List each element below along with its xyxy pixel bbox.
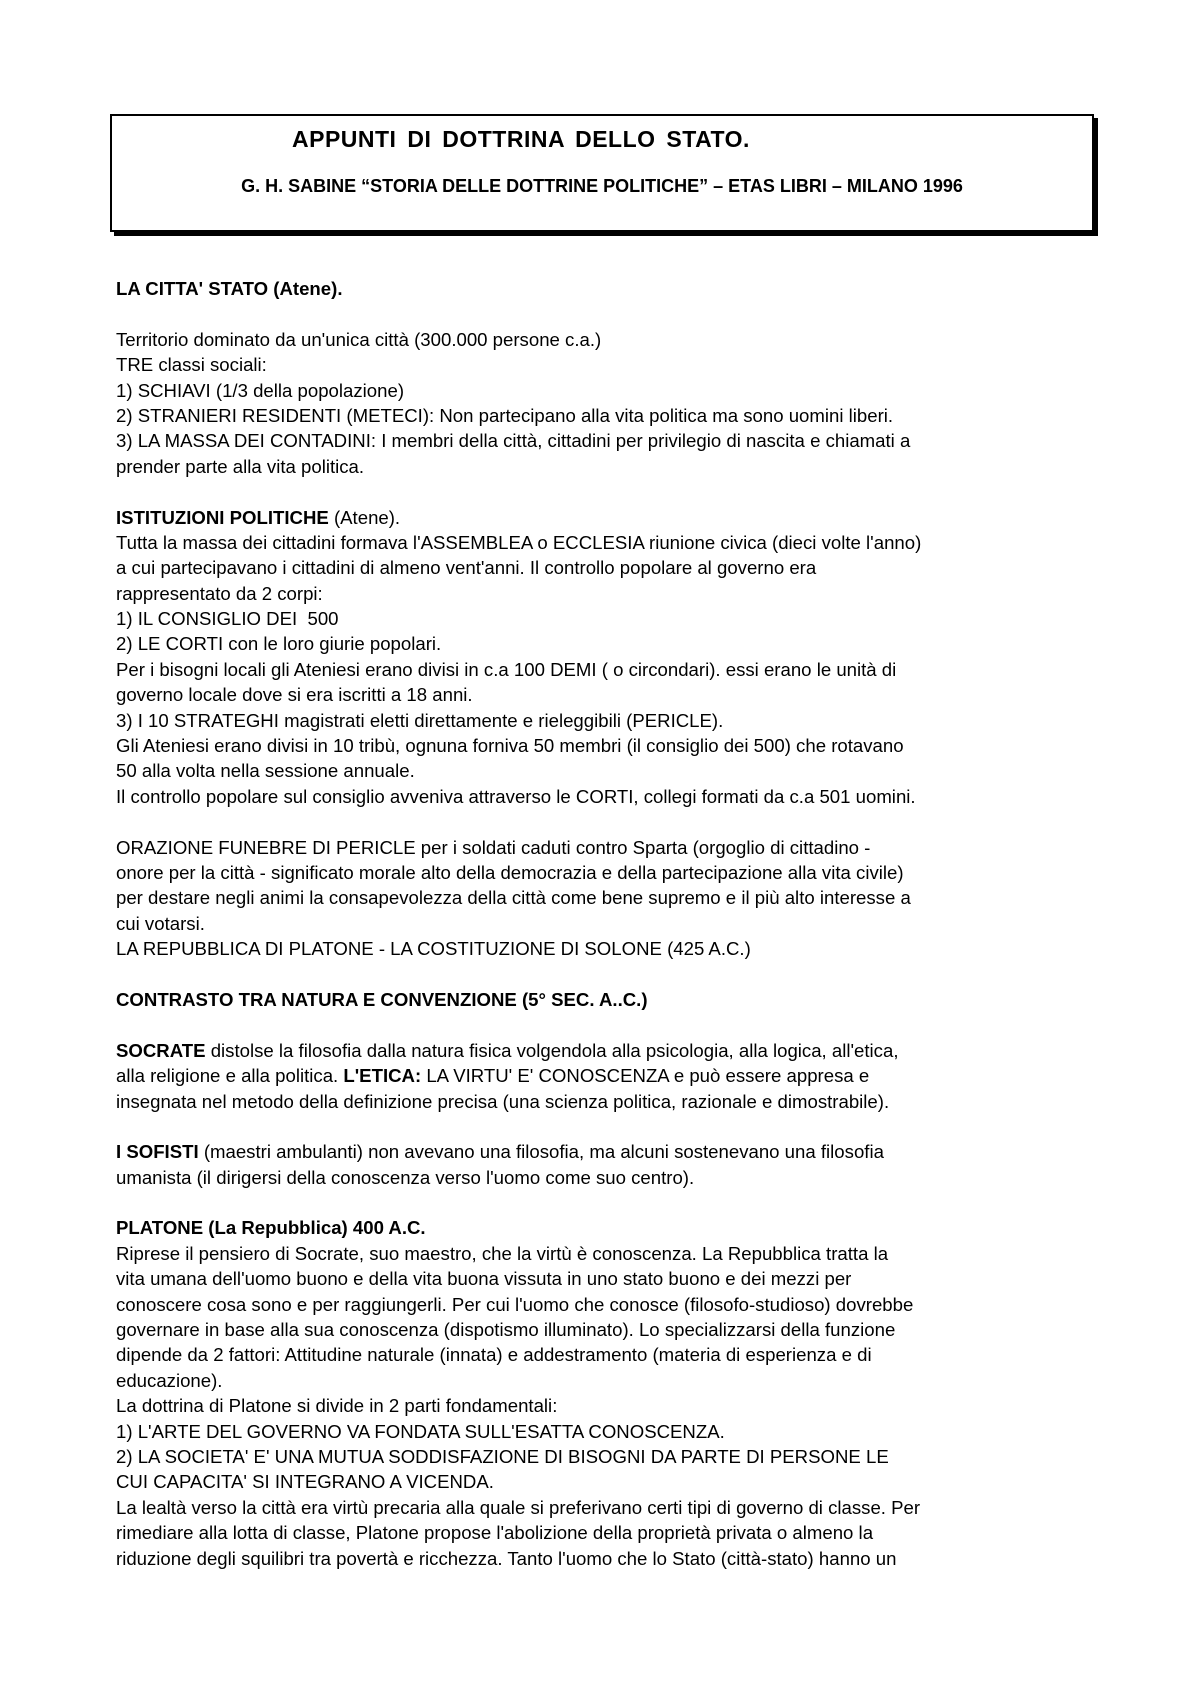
text-line: 1) L'ARTE DEL GOVERNO VA FONDATA SULL'ESATTA CONOSCENZA. (116, 1420, 725, 1442)
section-heading-platone: PLATONE (La Repubblica) 400 A.C. (116, 1217, 426, 1239)
text-line: 2) STRANIERI RESIDENTI (METECI): Non partecipano alla vita politica ma sono uomini liberi. (116, 404, 894, 426)
text-line: prender parte alla vita politica. (116, 455, 365, 477)
text-line: ORAZIONE FUNEBRE DI PERICLE per i soldati caduti contro Sparta (orgoglio di cittadino - (116, 836, 871, 858)
text-line: cui votarsi. (116, 912, 205, 934)
text-line: Per i bisogni locali gli Ateniesi erano divisi in c.a 100 DEMI ( o circondari). essi erano le unità di (116, 658, 897, 680)
text-line: La lealtà verso la città era virtù precaria alla quale si preferivano certi tipi di governo di classe. Per (116, 1496, 921, 1518)
text-line: 3) I 10 STRATEGHI magistrati eletti direttamente e rieleggibili (PERICLE). (116, 709, 724, 731)
text-line: Tutta la massa dei cittadini formava l'ASSEMBLEA o ECCLESIA riunione civica (dieci volte l'anno) (116, 531, 922, 553)
text-line: umanista (il dirigersi della conoscenza verso l'uomo come suo centro). (116, 1166, 695, 1188)
text-line: TRE classi sociali: (116, 354, 267, 376)
text-line: La dottrina di Platone si divide in 2 parti fondamentali: (116, 1395, 558, 1417)
text-line: insegnata nel metodo della definizione precisa (una scienza politica, razionale e dimostrabile). (116, 1090, 890, 1112)
text-line: a cui partecipavano i cittadini di almeno vent'anni. Il controllo popolare al governo era (116, 557, 817, 579)
section-heading-citta-stato: LA CITTA' STATO (Atene). (116, 278, 343, 299)
text-line: 3) LA MASSA DEI CONTADINI: I membri della città, cittadini per privilegio di nascita e chiamati a (116, 430, 911, 452)
text-line: Gli Ateniesi erano divisi in 10 tribù, ognuna forniva 50 membri (il consiglio dei 500) che rotavano (116, 735, 904, 757)
text-line: educazione). (116, 1369, 223, 1391)
text-line: riduzione degli squilibri tra povertà e ricchezza. Tanto l'uomo che lo Stato (città-stato) hanno un (116, 1547, 897, 1569)
text-line: onore per la città - significato morale alto della democrazia e della partecipazione alla vita civile) (116, 861, 904, 883)
text-line: 2) LA SOCIETA' E' UNA MUTUA SODDISFAZIONE DI BISOGNI DA PARTE DI PERSONE LE (116, 1445, 889, 1467)
text-line-sofisti: I SOFISTI (maestri ambulanti) non avevano una filosofia, ma alcuni sostenevano una filosofia (116, 1141, 884, 1163)
text-line: LA REPUBBLICA DI PLATONE - LA COSTITUZIONE DI SOLONE (425 A.C.) (116, 938, 751, 960)
text-line: Il controllo popolare sul consiglio avveniva attraverso le CORTI, collegi formati da c.a 501 uomini. (116, 785, 916, 807)
document-body (116, 276, 1096, 1571)
document-subtitle: G. H. SABINE “STORIA DELLE DOTTRINE POLITICHE” – ETAS LIBRI – MILANO 1996 (241, 176, 963, 196)
document-title: APPUNTI DI DOTTRINA DELLO STATO. (292, 126, 750, 152)
text-line: rimediare alla lotta di classe, Platone propose l'abolizione della proprietà privata o almeno la (116, 1522, 874, 1544)
text-line-etica: alla religione e alla politica. L'ETICA: LA VIRTU' E' CONOSCENZA e può essere appresa e (116, 1065, 870, 1087)
text-line: 2) LE CORTI con le loro giurie popolari. (116, 633, 442, 655)
text-line: governare in base alla sua conoscenza (dispotismo illuminato). Lo specializzarsi della funzione (116, 1319, 896, 1341)
text-line: governo locale dove si era iscritti a 18 anni. (116, 684, 473, 706)
text-line: per destare negli animi la consapevolezza della città come bene supremo e il più alto interesse a (116, 887, 911, 909)
text-line-socrate: SOCRATE distolse la filosofia dalla natura fisica volgendola alla psicologia, alla logica, all'etica, (116, 1039, 899, 1061)
section-heading-contrasto: CONTRASTO TRA NATURA E CONVENZIONE (5° SEC. A..C.) (116, 988, 648, 1010)
title-box (110, 114, 1094, 232)
text-line: CUI CAPACITA' SI INTEGRANO A VICENDA. (116, 1471, 494, 1493)
text-line: 1) IL CONSIGLIO DEI 500 (116, 608, 339, 630)
section-heading-istituzioni: ISTITUZIONI POLITICHE (Atene). (116, 506, 401, 528)
text-line: rappresentato da 2 corpi: (116, 582, 323, 604)
text-line: Territorio dominato da un'unica città (300.000 persone c.a.) (116, 328, 602, 350)
text-line: dipende da 2 fattori: Attitudine naturale (innata) e addestramento (materia di esperienza e di (116, 1344, 872, 1366)
text-line: conoscere cosa sono e per raggiungerli. Per cui l'uomo che conosce (filosofo-studioso) dovrebbe (116, 1293, 914, 1315)
text-line: 1) SCHIAVI (1/3 della popolazione) (116, 379, 405, 401)
text-line: 50 alla volta nella sessione annuale. (116, 760, 415, 782)
text-line: vita umana dell'uomo buono e della vita buona vissuta in uno stato buono e dei mezzi per (116, 1268, 852, 1290)
text-line: Riprese il pensiero di Socrate, suo maestro, che la virtù è conoscenza. La Repubblica tratta la (116, 1242, 889, 1264)
